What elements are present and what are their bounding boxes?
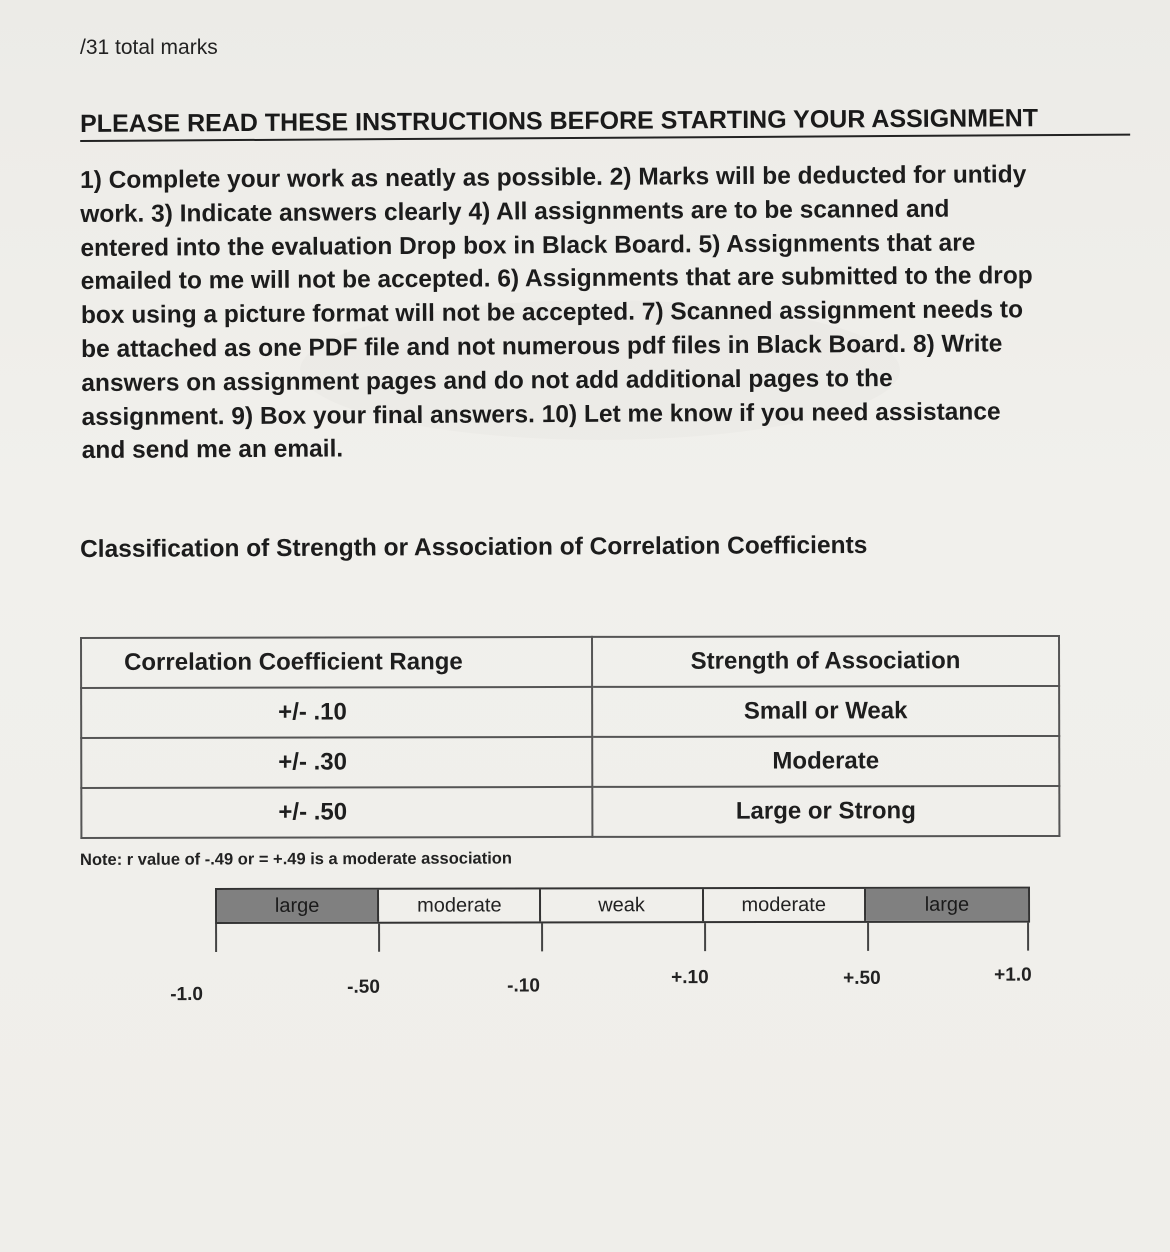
note-text: Note: r value of -.49 or = +.49 is a moderate association — [80, 849, 512, 869]
scale-tick-label: -.50 — [347, 976, 380, 998]
table-header-cell: Correlation Coefficient Range — [81, 637, 592, 688]
scale-tick — [378, 924, 380, 952]
range-cell: +/- .50 — [81, 787, 592, 838]
instructions-heading: PLEASE READ THESE INSTRUCTIONS BEFORE STARTING YOUR ASSIGNMENT — [80, 104, 1130, 142]
scale-band: weak — [541, 889, 703, 921]
section-title: Classification of Strength or Association of Correlation Coefficients — [80, 531, 868, 563]
scale-tick-label: +1.0 — [994, 964, 1032, 986]
paper-shadow — [300, 300, 900, 440]
instruction-line: answers on assignment pages and do not add additional pages to the — [81, 364, 893, 397]
scale-tick — [541, 923, 543, 951]
instruction-line: emailed to me will not be accepted. 6) Assignments that are submitted to the drop — [80, 262, 1033, 296]
table-row — [81, 786, 1059, 838]
instruction-line: and send me an email. — [81, 435, 344, 465]
scale-tick-label: +.50 — [843, 967, 881, 989]
instruction-line: box using a picture format will not be accepted. 7) Scanned assignment needs to — [80, 296, 1024, 330]
table-row — [81, 686, 1059, 738]
correlation-scale — [170, 887, 1032, 1006]
scale-tick — [704, 923, 706, 951]
scale-tick-label: -1.0 — [170, 984, 203, 1006]
table-header-cell: Strength of Association — [592, 636, 1059, 687]
scale-tick — [215, 924, 217, 952]
instruction-line: 1) Complete your work as neatly as possible. 2) Marks will be deducted for untidy — [80, 161, 1027, 194]
strength-cell: Large or Strong — [592, 786, 1059, 837]
instruction-line: entered into the evaluation Drop box in Black Board. 5) Assignments that are — [80, 229, 976, 262]
table-row — [81, 736, 1059, 788]
scale-tick — [867, 923, 869, 951]
instruction-line: assignment. 9) Box your final answers. 10) Let me know if you need assistance — [81, 397, 1001, 431]
total-marks: /31 total marks — [80, 36, 218, 59]
scale-band: large — [217, 890, 379, 922]
scale-band: moderate — [704, 889, 866, 921]
scale-bands — [215, 887, 1030, 924]
range-cell: +/- .10 — [81, 687, 592, 738]
strength-cell: Small or Weak — [592, 686, 1059, 737]
range-cell: +/- .30 — [81, 737, 592, 788]
instruction-line: be attached as one PDF file and not numerous pdf files in Black Board. 8) Write — [81, 330, 1003, 363]
scale-tick-label: +.10 — [671, 967, 709, 989]
strength-cell: Moderate — [592, 736, 1059, 787]
table-header-row — [81, 636, 1059, 688]
scale-tick — [1027, 923, 1029, 951]
correlation-table — [80, 635, 1060, 839]
scale-band: large — [866, 889, 1028, 921]
scale-tick-label: -.10 — [507, 975, 540, 997]
instruction-line: work. 3) Indicate answers clearly 4) All assignments are to be scanned and — [80, 195, 950, 228]
scale-band: moderate — [379, 889, 541, 921]
